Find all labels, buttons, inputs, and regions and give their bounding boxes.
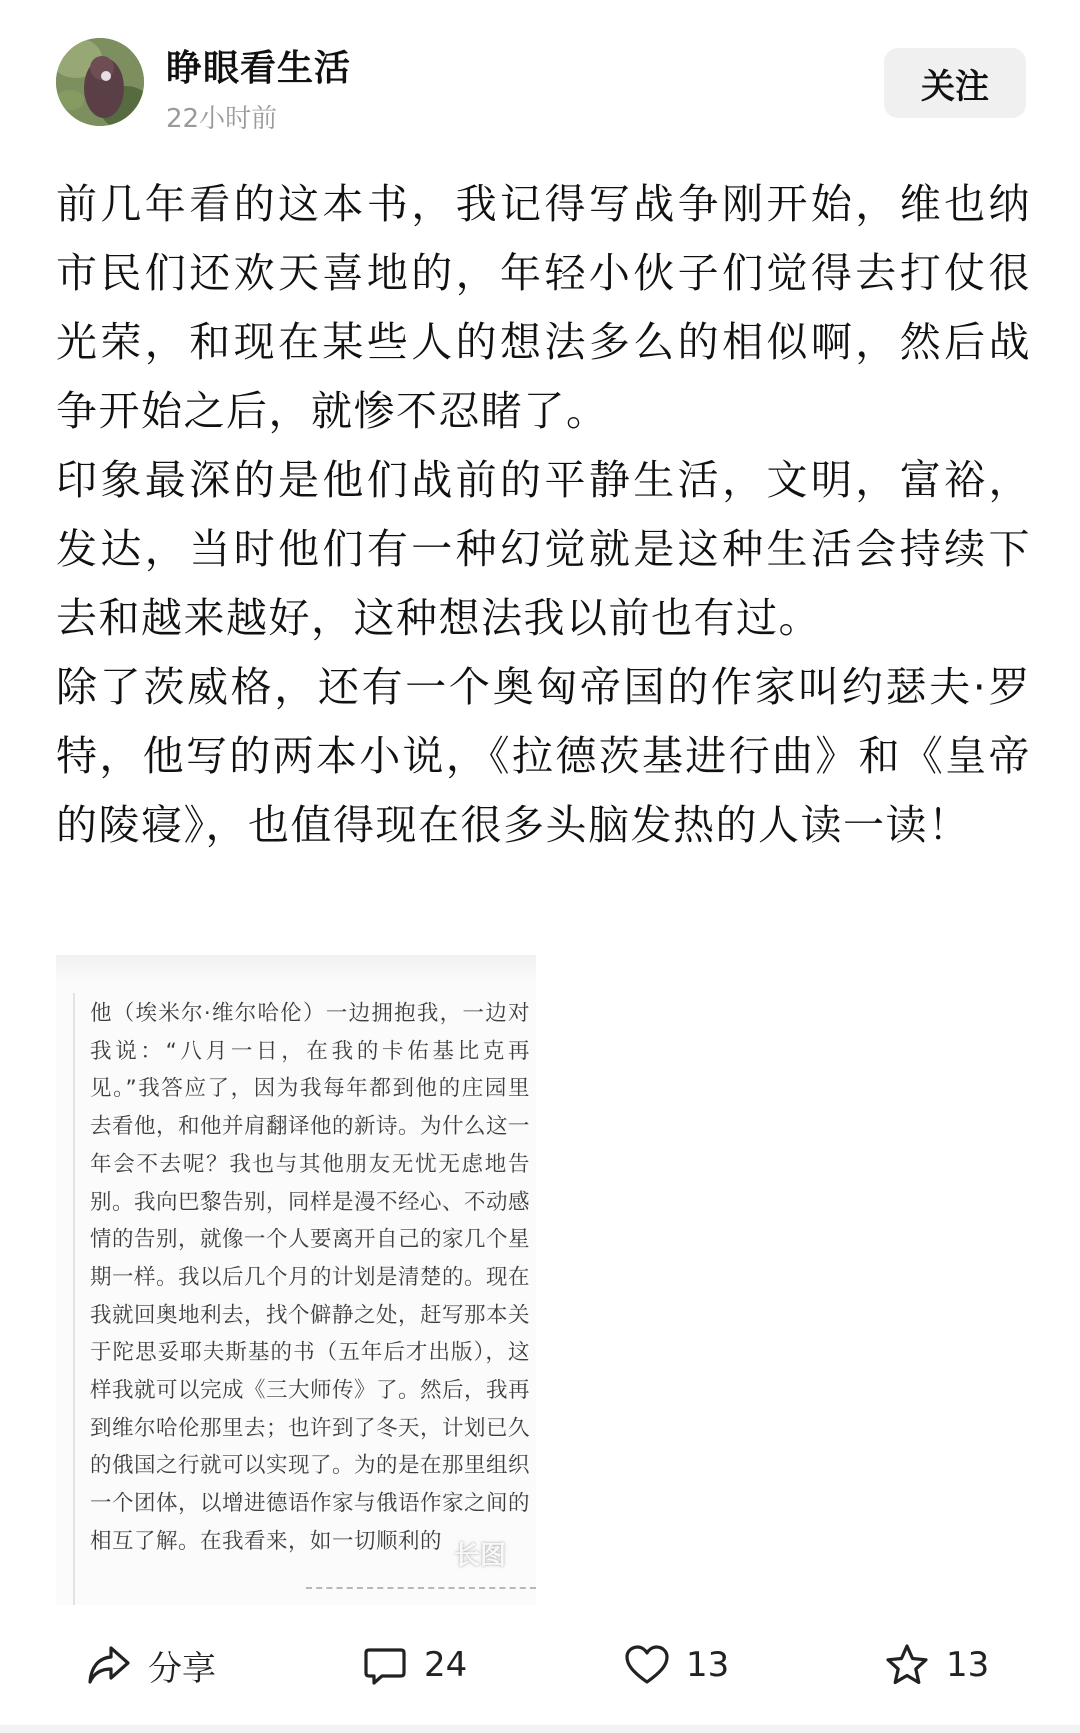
post-header [0,0,1080,150]
share-label: 分享 [148,1648,216,1689]
post-timestamp: 22小时前 [166,104,278,134]
post-paragraph: 印象最深的是他们战前的平静生活，文明，富裕，发达，当时他们有一种幻觉就是这种生活会持续下去和越来越好，这种想法我以前也有过。 [56,456,1031,642]
long-image-badge: 长图 [454,1541,507,1571]
attached-long-image[interactable] [56,955,536,1605]
excerpt-text: 他（埃米尔·维尔哈伦）一边拥抱我，一边对我说：“八月一日，在我的卡佑基比克再见。”我答应了，因为我每年都到他的庄园里去看他，和他并肩翻译他的新诗。为什么这一年会不去呢？我也与其他朋友无忧无虑地告别。我向巴黎告别，同样是漫不经心、不动感情的告别，就像一个人要离开自己的家几个星期一样。我以后几个月的计划是清楚的。现在我就回奥地利去，找个僻静之处，赶写那本关于陀思妥耶夫斯基的书（五年后才出版），这样我就可以完成《三大师传》了。然后，我再到维尔哈伦那里去；也许到了冬天，计划已久的俄国之行就可以实现了。为的是在那里组织一个团体，以增进德语作家与俄语作家之间的相互了解。在我看来，如一切顺利的 [90,1001,531,1554]
like-count: 13 [686,1645,730,1685]
comment-button[interactable] [362,1620,467,1710]
like-button[interactable] [624,1620,729,1710]
comment-count: 24 [424,1645,468,1685]
star-icon [884,1642,930,1688]
favorite-button[interactable] [884,1620,989,1710]
book-excerpt [90,995,530,1561]
image-top-edge [56,955,536,983]
quote-rule [73,993,75,1605]
avatar[interactable] [56,38,144,126]
highlight-underline [306,1587,536,1589]
author-name[interactable]: 睁眼看生活 [166,48,352,89]
follow-button[interactable]: 关注 [884,48,1026,118]
post-paragraph: 前几年看的这本书，我记得写战争刚开始，维也纳市民们还欢天喜地的，年轻小伙子们觉得去打仗很光荣，和现在某些人的想法多么的相似啊，然后战争开始之后，就惨不忍睹了。 [56,180,1031,435]
avatar-image-icon [56,38,144,126]
comment-icon [362,1642,408,1688]
heart-icon [624,1642,670,1688]
action-bar [0,1620,1080,1710]
favorite-count: 13 [946,1645,990,1685]
bottom-divider [0,1725,1080,1733]
post-content [56,170,1031,860]
share-icon [86,1642,132,1688]
post-paragraph: 除了茨威格，还有一个奥匈帝国的作家叫约瑟夫·罗特，他写的两本小说，《拉德茨基进行曲》和《皇帝的陵寝》，也值得现在很多头脑发热的人读一读！ [56,663,1031,849]
share-button[interactable] [86,1620,216,1710]
